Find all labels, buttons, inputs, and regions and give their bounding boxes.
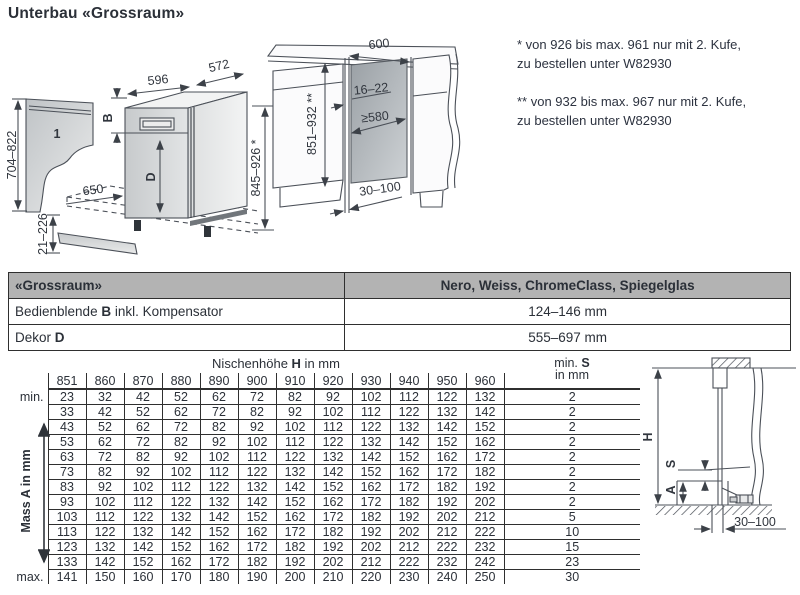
mass-a-cell: 42 <box>124 389 162 405</box>
mass-a-cell: 180 <box>200 570 238 585</box>
mass-a-cell: 133 <box>48 555 86 570</box>
mass-a-cell: 182 <box>466 465 504 480</box>
niche-left-wall <box>345 57 349 213</box>
table-row <box>14 465 640 480</box>
panel-1-label: 1 <box>53 127 61 141</box>
appliance-foot <box>134 220 141 231</box>
label-d: D <box>144 172 158 182</box>
mass-a-cell: 62 <box>86 435 124 450</box>
niche-height-column-header: 870 <box>124 373 162 389</box>
min-s-cell: 5 <box>504 510 640 525</box>
mass-a-cell: 92 <box>162 450 200 465</box>
dim-845-926-label: 845–926 * <box>249 139 263 197</box>
mass-a-cell: 82 <box>200 420 238 435</box>
niche-table <box>14 373 640 584</box>
mass-a-cell: 122 <box>352 420 390 435</box>
appliance-handle <box>140 118 174 130</box>
mass-a-cell: 172 <box>428 465 466 480</box>
niche-height-column-header: 930 <box>352 373 390 389</box>
plinth-shelf <box>677 481 728 505</box>
dim-16-22-label: 16–22 <box>352 80 390 98</box>
mass-a-cell: 142 <box>238 495 276 510</box>
mass-a-cell: 212 <box>352 555 390 570</box>
mass-a-cell: 132 <box>352 435 390 450</box>
mass-a-cell: 212 <box>428 525 466 540</box>
mass-a-cell: 73 <box>48 465 86 480</box>
mass-a-cell: 43 <box>48 420 86 435</box>
mass-a-cell: 122 <box>238 465 276 480</box>
ceiling-hatch <box>712 358 750 368</box>
mass-a-cell: 152 <box>162 540 200 555</box>
min-s-cell: 2 <box>504 389 640 405</box>
mass-a-cell: 142 <box>466 405 504 420</box>
right-cabinet <box>413 55 453 193</box>
mass-a-cell: 132 <box>200 495 238 510</box>
mass-a-cell: 172 <box>352 495 390 510</box>
dim-30-100-label: 30–100 <box>358 179 402 199</box>
mass-a-cell: 192 <box>352 525 390 540</box>
mass-a-cell: 192 <box>390 510 428 525</box>
mass-a-cell: 72 <box>200 405 238 420</box>
table-row <box>14 480 640 495</box>
mass-a-cell: 202 <box>352 540 390 555</box>
wall-break-line <box>751 368 755 505</box>
mass-a-cell: 242 <box>466 555 504 570</box>
niche-side-diagram <box>600 350 800 595</box>
label-a: A <box>664 485 678 495</box>
min-s-cell: 2 <box>504 495 640 510</box>
mass-a-cell: 202 <box>428 510 466 525</box>
label-b: B <box>101 113 115 123</box>
corner-cell <box>14 373 48 389</box>
mass-a-cell: 162 <box>390 465 428 480</box>
mass-a-axis-label: Mass A in mm <box>19 449 33 533</box>
mass-a-cell: 102 <box>200 450 238 465</box>
min-s-cell: 2 <box>504 465 640 480</box>
table-row <box>14 570 640 585</box>
mass-a-cell: 202 <box>390 525 428 540</box>
mass-a-cell: 122 <box>200 480 238 495</box>
plinth-strip-shape <box>58 233 137 254</box>
mass-a-cell: 192 <box>314 540 352 555</box>
mass-a-cell: 112 <box>124 495 162 510</box>
mass-a-cell: 112 <box>238 450 276 465</box>
table-row <box>14 555 640 570</box>
appliance-side-face <box>188 92 247 218</box>
footnote-2-line1: ** von 932 bis max. 967 nur mit 2. Kufe, <box>517 94 747 109</box>
s-column-header: min. S in mm <box>554 356 590 382</box>
mass-a-cell: 162 <box>466 435 504 450</box>
mass-a-cell: 172 <box>276 525 314 540</box>
footnote-1 <box>517 36 741 73</box>
mass-a-cell: 152 <box>466 420 504 435</box>
mass-a-cell: 102 <box>162 465 200 480</box>
mass-a-cell: 222 <box>466 525 504 540</box>
table-row <box>14 420 640 435</box>
wall-break-line <box>455 54 460 188</box>
mass-a-cell: 102 <box>124 480 162 495</box>
spec-table <box>8 272 791 351</box>
mass-a-cell: 232 <box>466 540 504 555</box>
table-row <box>14 540 640 555</box>
mass-a-cell: 132 <box>276 465 314 480</box>
floor-hatch <box>655 506 772 515</box>
mass-a-cell: 72 <box>162 420 200 435</box>
mass-a-cell: 132 <box>428 405 466 420</box>
dim-21-226-label: 21–226 <box>36 213 50 255</box>
spec-header-row <box>9 273 791 299</box>
mass-a-cell: 162 <box>352 480 390 495</box>
mass-a-cell: 141 <box>48 570 86 585</box>
mass-a-cell: 212 <box>390 540 428 555</box>
mass-a-cell: 93 <box>48 495 86 510</box>
dim-30-100-side-label: 30–100 <box>734 515 776 529</box>
mass-a-cell: 182 <box>314 525 352 540</box>
mass-a-cell: 52 <box>86 420 124 435</box>
dim-851-932-label: 851–932 ** <box>305 93 319 155</box>
dim-572-label: 572 <box>207 56 231 76</box>
niche-height-column-header: 890 <box>200 373 238 389</box>
mass-a-cell: 162 <box>162 555 200 570</box>
mass-a-cell: 132 <box>124 525 162 540</box>
dim-596-label: 596 <box>146 71 170 89</box>
mass-a-cell: 182 <box>352 510 390 525</box>
table-row <box>14 405 640 420</box>
mass-a-cell: 82 <box>86 465 124 480</box>
spec-header-col2: Nero, Weiss, ChromeClass, Spiegelglas <box>345 273 791 299</box>
mass-a-cell: 172 <box>466 450 504 465</box>
mass-a-cell: 62 <box>162 405 200 420</box>
mass-a-cell: 112 <box>314 420 352 435</box>
footnote-2 <box>517 93 746 130</box>
table-row <box>14 495 640 510</box>
dim-650-line <box>66 196 122 204</box>
mass-a-cell: 142 <box>162 525 200 540</box>
niche-table-caption: Nischenhöhe H in mm <box>212 356 340 371</box>
row-label: max. <box>16 569 44 584</box>
mass-a-cell: 52 <box>124 405 162 420</box>
mass-a-cell: 142 <box>390 435 428 450</box>
mass-a-cell: 142 <box>86 555 124 570</box>
mass-a-cell: 142 <box>276 480 314 495</box>
mass-a-cell: 152 <box>238 510 276 525</box>
mass-a-cell: 230 <box>390 570 428 585</box>
mass-a-cell: 162 <box>276 510 314 525</box>
label-h: H <box>641 432 655 442</box>
mass-a-cell: 112 <box>200 465 238 480</box>
wall-break-line <box>759 368 763 505</box>
mass-a-cell: 52 <box>162 389 200 405</box>
niche-height-column-header: 860 <box>86 373 124 389</box>
min-s-cell: 15 <box>504 540 640 555</box>
mass-a-cell: 132 <box>162 510 200 525</box>
min-s-cell: 2 <box>504 420 640 435</box>
mass-a-axis-arrow <box>38 414 50 572</box>
mass-a-cell: 210 <box>314 570 352 585</box>
panel-bracket <box>713 368 727 388</box>
decor-panel-drawing <box>12 99 93 212</box>
mass-a-cell: 172 <box>200 555 238 570</box>
mass-a-cell: 82 <box>162 435 200 450</box>
mass-a-cell: 103 <box>48 510 86 525</box>
mass-a-cell: 192 <box>428 495 466 510</box>
mass-a-cell: 132 <box>390 420 428 435</box>
table-row <box>14 450 640 465</box>
table-row <box>14 435 640 450</box>
dim-650-label: 650 <box>81 181 105 199</box>
min-s-cell: 2 <box>504 435 640 450</box>
mass-a-cell: 182 <box>238 555 276 570</box>
mass-a-cell: 142 <box>314 465 352 480</box>
mass-a-cell: 152 <box>314 480 352 495</box>
min-s-cell: 2 <box>504 405 640 420</box>
mass-a-cell: 33 <box>48 405 86 420</box>
mass-a-cell: 83 <box>48 480 86 495</box>
mass-a-cell: 162 <box>238 525 276 540</box>
mass-a-cell: 122 <box>390 405 428 420</box>
niche-height-column-header: 910 <box>276 373 314 389</box>
mass-a-cell: 162 <box>428 450 466 465</box>
mass-a-cell: 122 <box>162 495 200 510</box>
mass-a-cell: 112 <box>86 510 124 525</box>
mass-a-cell: 240 <box>428 570 466 585</box>
mass-a-cell: 122 <box>86 525 124 540</box>
mass-a-cell: 112 <box>162 480 200 495</box>
mass-a-cell: 53 <box>48 435 86 450</box>
spec-label: Bedienblende B inkl. Kompensator <box>9 299 345 325</box>
dim-704-822-label: 704–822 <box>5 130 19 180</box>
niche-height-column-header: 900 <box>238 373 276 389</box>
min-s-cell: 30 <box>504 570 640 585</box>
mass-a-cell: 152 <box>390 450 428 465</box>
spec-row-bedienblende <box>9 299 791 325</box>
mass-a-cell: 62 <box>200 389 238 405</box>
mass-a-cell: 162 <box>314 495 352 510</box>
mass-a-cell: 122 <box>124 510 162 525</box>
mass-a-cell: 122 <box>428 389 466 405</box>
mass-a-cell: 162 <box>200 540 238 555</box>
mass-a-cell: 152 <box>428 435 466 450</box>
mass-a-cell: 192 <box>466 480 504 495</box>
table-row <box>14 510 640 525</box>
mass-a-cell: 172 <box>238 540 276 555</box>
mass-a-cell: 212 <box>466 510 504 525</box>
mass-a-cell: 92 <box>200 435 238 450</box>
mass-a-cell: 92 <box>124 465 162 480</box>
decor-panel-edge <box>718 388 722 505</box>
adjustable-foot <box>736 495 753 503</box>
dim-600-label: 600 <box>367 35 391 53</box>
row-label: min. <box>19 389 44 404</box>
min-s-cell: 10 <box>504 525 640 540</box>
mass-a-cell: 72 <box>86 450 124 465</box>
appliance-foot <box>204 226 211 237</box>
mass-a-cell: 23 <box>48 389 86 405</box>
mass-a-cell: 102 <box>314 405 352 420</box>
mass-a-cell: 222 <box>390 555 428 570</box>
mass-a-cell: 102 <box>352 389 390 405</box>
mass-a-cell: 142 <box>428 420 466 435</box>
mass-a-cell: 192 <box>276 555 314 570</box>
mass-a-cell: 112 <box>352 405 390 420</box>
mass-a-cell: 142 <box>352 450 390 465</box>
mass-a-cell: 102 <box>238 435 276 450</box>
spec-row-dekor <box>9 325 791 351</box>
mass-a-cell: 123 <box>48 540 86 555</box>
mass-a-cell: 182 <box>428 480 466 495</box>
page-title: Unterbau «Grossraum» <box>8 5 185 22</box>
min-s-cell: 2 <box>504 480 640 495</box>
spec-value: 555–697 mm <box>345 325 791 351</box>
label-s: S <box>664 459 678 469</box>
mass-a-cell: 82 <box>124 450 162 465</box>
mass-a-cell: 220 <box>352 570 390 585</box>
spec-value: 124–146 mm <box>345 299 791 325</box>
mass-a-cell: 160 <box>124 570 162 585</box>
mass-a-cell: 92 <box>314 389 352 405</box>
table-row <box>14 525 640 540</box>
mass-a-cell: 72 <box>124 435 162 450</box>
mass-a-cell: 202 <box>314 555 352 570</box>
mass-a-cell: 113 <box>48 525 86 540</box>
niche-height-column-header: 950 <box>428 373 466 389</box>
footnote-1-line2: zu bestellen unter W82930 <box>517 55 672 71</box>
mass-a-cell: 232 <box>428 555 466 570</box>
mass-a-cell: 152 <box>352 465 390 480</box>
mass-a-cell: 182 <box>276 540 314 555</box>
plinth-strip-drawing <box>47 215 137 254</box>
mass-a-cell: 132 <box>86 540 124 555</box>
niche-height-column-header: 880 <box>162 373 200 389</box>
mass-a-cell: 132 <box>238 480 276 495</box>
niche-height-column-header: 960 <box>466 373 504 389</box>
mass-a-cell: 142 <box>124 540 162 555</box>
niche-height-column-header: 940 <box>390 373 428 389</box>
mass-a-cell: 152 <box>124 555 162 570</box>
niche-height-column-header: 851 <box>48 373 86 389</box>
mass-a-cell: 122 <box>276 450 314 465</box>
mass-a-cell: 102 <box>86 495 124 510</box>
mass-a-cell: 72 <box>238 389 276 405</box>
spec-label: Dekor D <box>9 325 345 351</box>
mass-a-cell: 82 <box>238 405 276 420</box>
mass-a-cell: 170 <box>162 570 200 585</box>
min-s-cell: 23 <box>504 555 640 570</box>
min-s-cell: 2 <box>504 450 640 465</box>
dim-580-label: ≥580 <box>360 108 390 126</box>
mass-a-cell: 152 <box>276 495 314 510</box>
mass-a-cell: 32 <box>86 389 124 405</box>
mass-a-cell: 82 <box>276 389 314 405</box>
footnote-1-line1: * von 926 bis max. 961 nur mit 2. Kufe, <box>517 37 742 52</box>
table-row <box>14 389 640 405</box>
mass-a-cell: 92 <box>238 420 276 435</box>
mass-a-cell: 200 <box>276 570 314 585</box>
mass-a-cell: 122 <box>314 435 352 450</box>
mass-a-cell: 172 <box>390 480 428 495</box>
mass-a-cell: 132 <box>466 389 504 405</box>
mass-a-cell: 132 <box>314 450 352 465</box>
mass-a-cell: 172 <box>314 510 352 525</box>
mass-a-cell: 222 <box>428 540 466 555</box>
mass-a-cell: 142 <box>200 510 238 525</box>
mass-a-cell: 112 <box>390 389 428 405</box>
mass-a-cell: 150 <box>86 570 124 585</box>
mass-a-cell: 102 <box>276 420 314 435</box>
mass-a-cell: 63 <box>48 450 86 465</box>
mass-a-cell: 92 <box>86 480 124 495</box>
footnote-2-line2: zu bestellen unter W82930 <box>517 112 672 128</box>
mass-a-cell: 112 <box>276 435 314 450</box>
mass-a-cell: 202 <box>466 495 504 510</box>
niche-table-section <box>14 356 654 584</box>
mass-a-cell: 62 <box>124 420 162 435</box>
niche-height-column-header: 920 <box>314 373 352 389</box>
mass-a-cell: 250 <box>466 570 504 585</box>
spec-header-col1: «Grossraum» <box>9 273 345 299</box>
mass-a-cell: 190 <box>238 570 276 585</box>
mass-a-cell: 182 <box>390 495 428 510</box>
mass-a-cell: 152 <box>200 525 238 540</box>
mass-a-cell: 92 <box>276 405 314 420</box>
mass-a-cell: 42 <box>86 405 124 420</box>
